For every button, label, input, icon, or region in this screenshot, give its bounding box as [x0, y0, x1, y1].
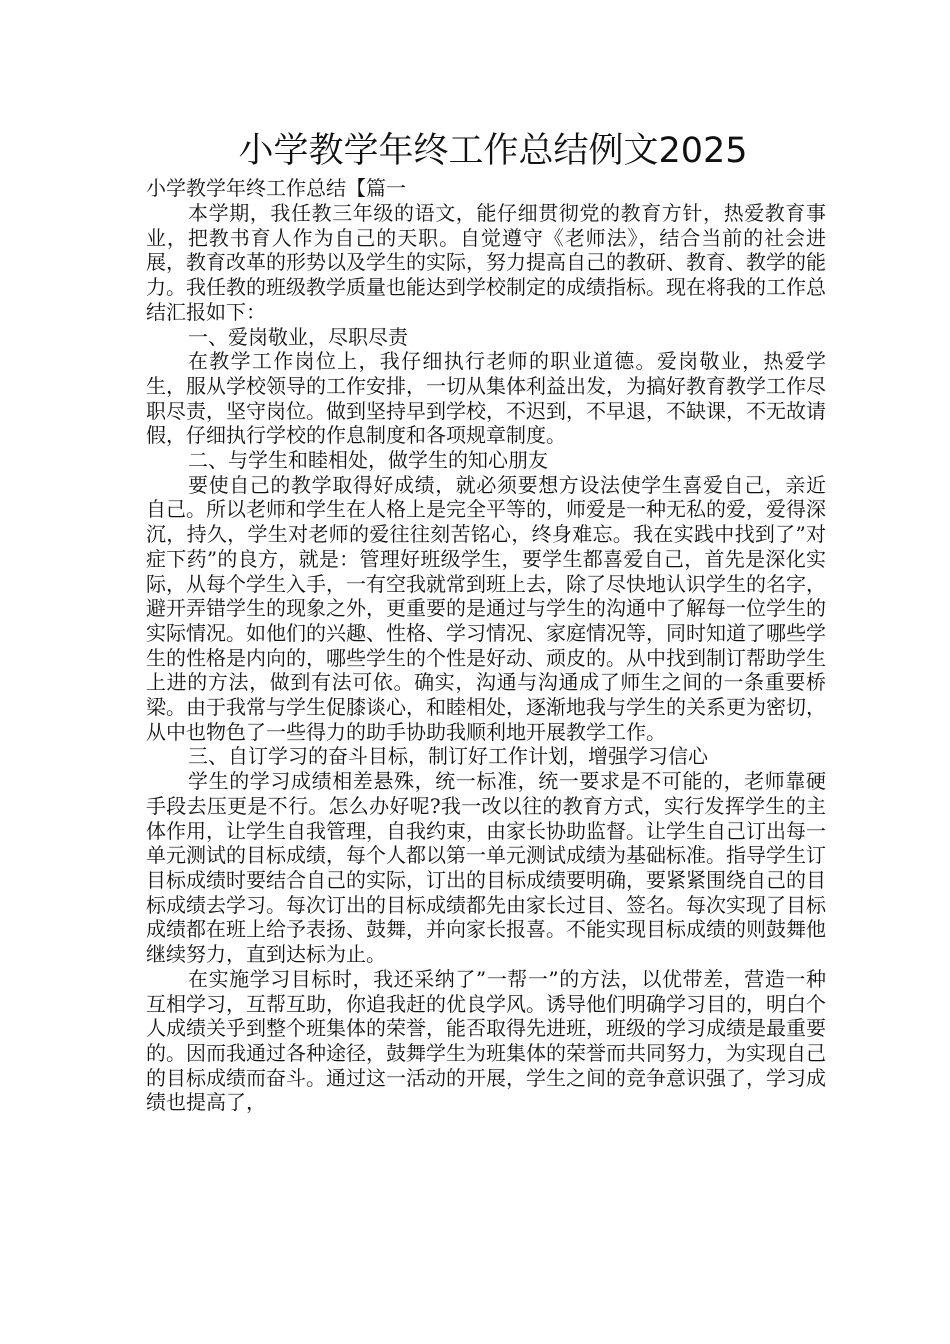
- section-heading-1: 一、爱岗敬业，尽职尽责: [188, 324, 408, 349]
- document-title: 小学教学年终工作总结例文2025: [238, 131, 748, 171]
- section-heading-2: 二、与学生和睦相处，做学生的知心朋友: [188, 448, 548, 473]
- document-subtitle: 小学教学年终工作总结【篇一: [146, 176, 406, 200]
- paragraph-section-1: 在教学工作岗位上，我仔细执行老师的职业道德。爱岗敬业，热爱学生，服从学校领导的工作安排，一切从集体利益出发，为搞好教育教学工作尽职尽责，坚守岗位。做到坚持早到学校，不迟到，不早退，不缺课，不无故请假，仔细执行学校的作息制度和各项规章制度。: [146, 349, 826, 448]
- paragraph-section-2: 要使自己的教学取得好成绩，就必须要想方设法使学生喜爱自己，亲近自己。所以老师和学生在人格上是完全平等的，师爱是一种无私的爱，爱得深沉，持久，学生对老师的爱往往刻苦铭心，终身难忘。我在实践中找到了”对症下药”的良方，就是：管理好班级学生，要学生都喜爱自己，首先是深化实际，从每个学生入手，一有空我就常到班上去，除了尽快地认识学生的名字，避开弄错学生的现象之外，更重要的是通过与学生的沟通中了解每一位学生的实际情况。如他们的兴趣、性格、学习情况、家庭情况等，同时知道了哪些学生的性格是内向的，哪些学生的个性是好动、顽皮的。从中找到制订帮助学生上进的方法，做到有法可依。确实，沟通与沟通成了师生之间的一条重要桥梁。由于我常与学生促膝谈心，和睦相处，逐渐地我与学生的关系更为密切，从中也物色了一些得力的助手协助我顺利地开展教学工作。: [146, 472, 826, 744]
- document-page: [146, 128, 826, 1115]
- section-heading-3: 三、自订学习的奋斗目标，制订好工作计划，增强学习信心: [188, 744, 708, 769]
- paragraph-section-3-continued: 在实施学习目标时，我还采纳了”一帮一”的方法，以优带差，营造一种互相学习，互帮互助，你追我赶的优良学风。诱导他们明确学习目的，明白个人成绩关乎到整个班集体的荣誉，能否取得先进班，班级的学习成绩是最重要的。因而我通过各种途径，鼓舞学生为班集体的荣誉而共同努力，为实现自己的目标成绩而奋斗。通过这一活动的开展，学生之间的竞争意识强了，学习成绩也提高了，: [146, 966, 826, 1115]
- paragraph-intro: 本学期，我任教三年级的语文，能仔细贯彻党的教育方针，热爱教育事业，把教书育人作为自己的天职。自觉遵守《老师法》，结合当前的社会进展，教育改革的形势以及学生的实际，努力提高自己的教研、教育、教学的能力。我任教的班级教学质量也能达到学校制定的成绩指标。现在将我的工作总结汇报如下：: [146, 201, 826, 324]
- paragraph-section-3: 学生的学习成绩相差悬殊，统一标准，统一要求是不可能的，老师靠硬手段去压更是不行。怎么办好呢?我一改以往的教育方式，实行发挥学生的主体作用，让学生自我管理，自我约束，由家长协助监督。让学生自己订出每一单元测试的目标成绩，每个人都以第一单元测试成绩为基础标准。指导学生订目标成绩时要结合自己的实际，订出的目标成绩要明确，要紧紧围绕自己的目标成绩去学习。每次订出的目标成绩都先由家长过目、签名。每次实现了目标成绩都在班上给予表扬、鼓舞，并向家长报喜。不能实现目标成绩的则鼓舞他继续努力，直到达标为止。: [146, 769, 826, 967]
